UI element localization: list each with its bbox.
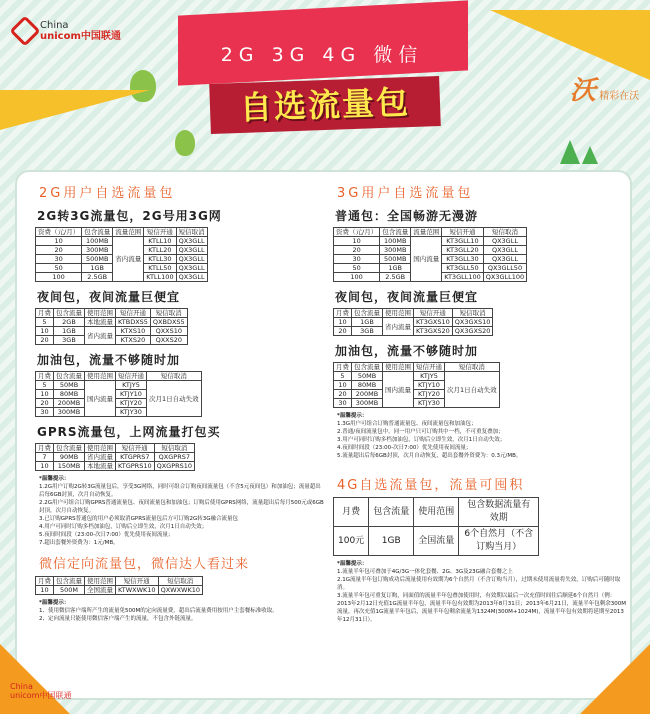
table-row: 20 300MB KT3GLL20 QX3GLL: [334, 246, 527, 255]
table-row: 10 1GB 省内流量 KTXS10 QXXS10: [36, 327, 188, 336]
table-night-3g: 月费 包含流量 使用范围 短信开通 短信取消 10 1GB 省内流量 KT3GXS10 QX3GXS10 20 3GB KT3GXS20 QX3GXS20: [333, 308, 493, 336]
head-addon-3g: 加油包，流量不够随时加: [335, 344, 479, 358]
table-row: 20 200MB KTJY20: [334, 390, 500, 399]
table-row: 20 3GB KT3GXS20 QX3GXS20: [334, 327, 493, 336]
head-night-2g: 夜间包，夜间流量巨便宜: [37, 290, 181, 304]
table-row: 7 90MB 省内流量 KTGPRS7 QXGPRS7: [36, 453, 195, 462]
title-banner: [172, 6, 482, 146]
table-row: 20 3GB KTXS20 QXXS20: [36, 336, 188, 345]
table-row: 20 200MB KTJY20: [36, 399, 202, 408]
section-title-2g: 2G用户自选流量包: [39, 186, 176, 201]
section-title-wechat: 微信定向流量包，微信达人看过来: [39, 557, 250, 572]
yellow-ribbon: [0, 90, 150, 130]
table-normal-3g: 资费（元/月） 包含流量 流量范围 短信开通 短信取消 10 100MB 国内流量 KT3GLL10 QX3GLL 20 300MB KT3GLL20 QX3GLL 30 500MB KT3GLL30 QX3GLL 50 1GB KT3GLL50 QX3GLL50 100 2.5GB KT3GLL100 QX3GLL100: [333, 227, 527, 282]
corner-decoration-right: [580, 644, 650, 714]
table-row: 30 500MB KT3GLL30 QX3GLL: [334, 255, 527, 264]
table-row: 10 1GB 省内流量 KT3GXS10 QX3GXS10: [334, 318, 493, 327]
banner-subtitle: 2G 3G 4G 微信: [220, 44, 424, 66]
tree-icon: [560, 140, 580, 164]
head-addon-2g: 加油包，流量不够随时加: [37, 353, 181, 367]
unicom-knot-icon: [9, 15, 40, 46]
table-wechat: 月费 包含流量 使用范围 短信开通 短信取消 10 500M 全国流量 KTWXWK10 QXWXWK10: [35, 576, 203, 595]
table-4g: 月费 包含流量 使用范围 包含数据流量有效期 100元 1GB 全国流量 6个自然月（不含订购当月）: [333, 497, 539, 556]
section-title-3g: 3G用户自选流量包: [337, 186, 474, 201]
content-panel: [15, 170, 632, 700]
tips-wechat: *温馨提示： 1、使用微信客户端所产生的流量免500M的定向流量费，超出后流量费用按用户主套餐标准收取。 2、定向流量只能使用微信客户端产生的流量，不包含外链流量。: [39, 600, 278, 622]
left-column: [29, 180, 325, 623]
head-2g3g: 2G转3G流量包，2G号用3G网: [37, 209, 222, 223]
wo-logo: 沃 精彩在沃: [570, 76, 640, 106]
corner-decoration-left: [0, 644, 70, 714]
table-addon-3g: 月费 包含流量 使用范围 短信开通 短信取消 5 50MB 国内流量 KTJY5 次月1日自动失效 10 80MB KTJY10 20 200MB KTJY20 30 300MB KTJY30: [333, 362, 500, 408]
table-2g3g: 资费（元/月） 包含流量 流量范围 短信开通 短信取消 10 100MB 省内流量 KTLL10 QX3GLL 20 300MB KTLL20 QX3GLL 30 500MB KTLL30 QX3GLL 50 1GB KTLL50 QX3GLL 100 2.5GB KTLL100 QX3GLL: [35, 227, 208, 282]
header: [0, 0, 650, 180]
table-row: 10 500M 全国流量 KTWXWK10 QXWXWK10: [36, 586, 203, 595]
logo-line1: China: [40, 20, 69, 31]
table-row: 10 80MB KTJY10: [334, 381, 500, 390]
footer-logo: China unicom中国联通: [10, 682, 72, 700]
table-gprs: 月费 包含流量 使用范围 短信开通 短信取消 7 90MB 省内流量 KTGPRS7 QXGPRS7 10 150MB 本地流量 KTGPRS10 QXGPRS10: [35, 443, 195, 471]
tips-2g: *温馨提示： 1.2G用户订购2G转3G流量包后，享受3G网络，同时可组合订购夜间流量包（不含5元夜间包）和加油包；流量超出后每6GB封顶，次月自动恢复。 2.2G用户可组合订购GPRS普通流量包、夜间流量包和加油包；订购后使用GPRS网络，流量超出后每月500元或6GB封顶，次月自动恢复。 3.已订购GPRS普通包的用户必须取消GPRS流量包后方可订购2G转3G融合流量包 4.用户可同时订购多档加油包，订购后立即生效，次月1日自动失效； 5.夜间时间段（23:00-次日7:00）优先使用夜间流量； 7.超出套餐外资费为：1元/MB。: [39, 476, 324, 546]
table-night-2g: 月费 包含流量 使用范围 短信开通 短信取消 5 2GB 本地流量 KTBDXS5 QXBDXS5 10 1GB 省内流量 KTXS10 QXXS10 20 3GB KTXS20 QXXS20: [35, 308, 188, 345]
table-row: 100元 1GB 全国流量 6个自然月（不含订购当月）: [334, 527, 539, 556]
banner-title: 自选流量包: [209, 76, 441, 134]
table-row: 5 50MB 国内流量 KTJY5 次月1日自动失效: [36, 381, 202, 390]
head-gprs: GPRS流量包，上网流量打包买: [37, 425, 221, 439]
table-row: 30 300MB KTJY30: [334, 399, 500, 408]
table-row: 100 2.5GB KT3GLL100 QX3GLL100: [334, 273, 527, 282]
table-row: 30 500MB KTLL30 QX3GLL: [36, 255, 208, 264]
table-row: 10 80MB KTJY10: [36, 390, 202, 399]
table-row: 50 1GB KTLL50 QX3GLL: [36, 264, 208, 273]
tips-3g: *温馨提示： 1.3G用户可组合订购普通流量包、夜间流量包和加油包； 2.普通/夜间流量包中，同一用户只可订购其中一档，不可重复叠加； 3.用户可同时订购多档加油包，订购后立即生效，次月1日自动失效； 4.夜间时间段（23:00-次日7:00）优先使用夜间流量； 5.流量超出后每6GB封顶，次月自动恢复，超出套餐外资费为：0.3元/MB。: [337, 413, 522, 459]
table-row: 20 300MB KTLL20 QX3GLL: [36, 246, 208, 255]
head-normal-3g: 普通包：全国畅游无漫游: [335, 209, 479, 223]
table-row: 30 300MB KTJY30: [36, 408, 202, 417]
tips-4g: *温馨提示： 1.流量半年包可叠加于4G/3G一体化套餐、2G、3G及23G融合套餐之上 2.1G流量半年包订购成功后流量使用有效期为6个自然月（不含订购当月），过期未使用流量将失效，订购后可随时取消。 3.流量半年包可重复订购，同面值的流量半年包叠加使用时，有效期以最后一次充值时间往后顺延6个自然月（例：2013年2月12日充值1G流量半年包，流量半年包有效期为2013年8月31日；2013年6月21日，流量半年包剩余300M流量，再次充值1G流量半年包后，流量半年包剩余流量为1324M(300M+1024M)，流量半年包有效期将延期至2013年12月31日）。: [337, 561, 626, 623]
head-night-3g: 夜间包，夜间流量巨便宜: [335, 290, 479, 304]
right-column: [327, 180, 627, 624]
table-row: 100 2.5GB KTLL100 QX3GLL: [36, 273, 208, 282]
logo-line2: unicom中国联通: [40, 31, 121, 42]
table-row: 10 150MB 本地流量 KTGPRS10 QXGPRS10: [36, 462, 195, 471]
table-row: 50 1GB KT3GLL50 QX3GLL50: [334, 264, 527, 273]
tree-icon-2: [582, 146, 598, 164]
table-addon-2g: 月费 包含流量 使用范围 短信开通 短信取消 5 50MB 国内流量 KTJY5 次月1日自动失效 10 80MB KTJY10 20 200MB KTJY20 30 300MB KTJY30: [35, 371, 202, 417]
table-row: 10 100MB 省内流量 KTLL10 QX3GLL: [36, 237, 208, 246]
section-title-4g: 4G自选流量包，流量可囤积: [337, 478, 525, 493]
unicom-logo: [14, 20, 121, 42]
table-row: 5 50MB 国内流量 KTJY5 次月1日自动失效: [334, 372, 500, 381]
table-row: 10 100MB 国内流量 KT3GLL10 QX3GLL: [334, 237, 527, 246]
table-row: 5 2GB 本地流量 KTBDXS5 QXBDXS5: [36, 318, 188, 327]
